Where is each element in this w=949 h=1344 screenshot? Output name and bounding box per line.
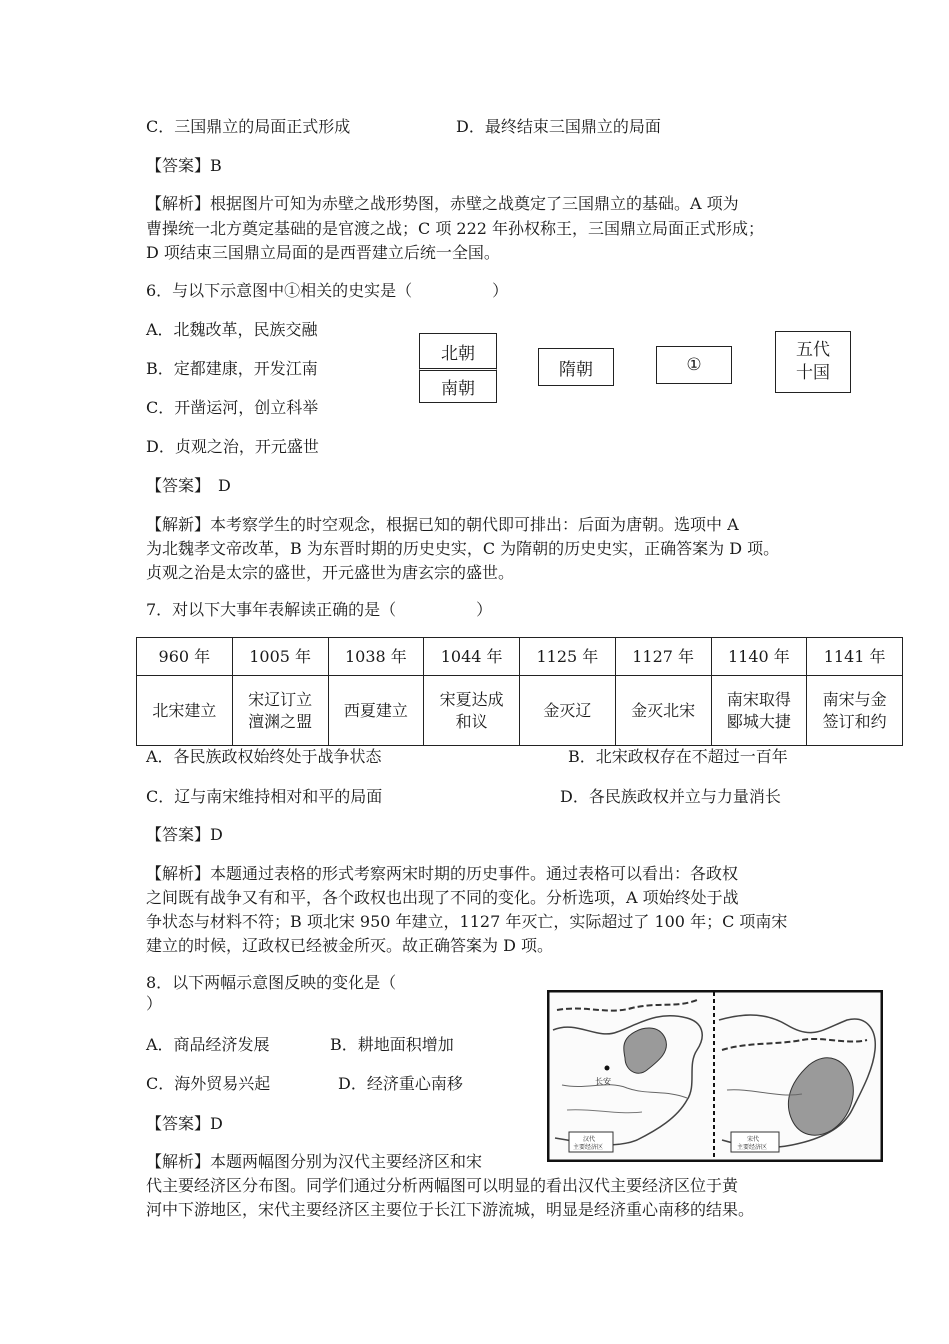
table-row (137, 638, 903, 676)
event-cell (137, 676, 233, 746)
event-cell (615, 676, 711, 746)
q8-stem-end: ） (146, 994, 163, 1013)
q8-answer: 【答案】D (146, 1114, 223, 1133)
economic-zone-maps (547, 990, 883, 1162)
q6-analysis-line: 为北魏孝文帝改革，B 为东晋时期的历史史实，C 为隋朝的历史史实，正确答案为 D 项。 (146, 539, 780, 558)
event-cell (520, 676, 616, 746)
event-text: 北宋建立 (152, 700, 217, 720)
map-caption-han-sub: 主要经济区 (573, 1144, 604, 1151)
q6-option-b: B．定都建康，开发江南 (146, 359, 318, 378)
q7-analysis-line: 建立的时候，辽政权已经被金所灭。故正确答案为 D 项。 (146, 936, 554, 955)
event-text: 和议 (455, 711, 488, 731)
q8-analysis-line: 河中下游地区，宋代主要经济区主要位于长江下游流城，明显是经济重心南移的结果。 (146, 1200, 755, 1219)
box-five-dynasties (775, 331, 851, 393)
event-cell (232, 676, 328, 746)
year-cell: 1141 年 (807, 638, 903, 676)
year-cell: 1038 年 (328, 638, 424, 676)
event-text: 南宋与金 (822, 689, 887, 709)
q6-analysis-line: 【解新】本考察学生的时空观念，根据已知的朝代即可排出：后面为唐朝。选项中 A (146, 515, 739, 534)
event-cell (711, 676, 807, 746)
south-dynasty-label: 南朝 (441, 379, 475, 399)
box-north-dynasty (419, 333, 497, 368)
q6-option-d: D．贞观之治，开元盛世 (146, 437, 319, 456)
q7-option-b: B．北宋政权存在不超过一百年 (568, 747, 788, 766)
event-cell (807, 676, 903, 746)
marker-1-label: ① (686, 355, 702, 375)
events-timeline-table (136, 637, 903, 746)
q7-option-d: D．各民族政权并立与力量消长 (560, 787, 781, 806)
event-cell (424, 676, 520, 746)
event-cell (328, 676, 424, 746)
five-dynasties-label: 五代 (796, 340, 830, 360)
map-label-changan: 长安 (595, 1077, 611, 1086)
q7-analysis-line: 之间既有战争又有和平，各个政权也出现了不同的变化。分析选项，A 项始终处于战 (146, 888, 739, 907)
event-text: 金灭辽 (543, 700, 592, 720)
q8-option-c: C．海外贸易兴起 (146, 1074, 271, 1093)
year-cell: 1044 年 (424, 638, 520, 676)
event-text: 澶渊之盟 (248, 711, 313, 731)
event-text: 西夏建立 (343, 700, 408, 720)
event-text: 金灭北宋 (631, 700, 696, 720)
event-text: 宋夏达成 (439, 689, 504, 709)
box-marker-1 (656, 346, 732, 384)
q7-option-c: C．辽与南宋维持相对和平的局面 (146, 787, 383, 806)
year-cell: 1140 年 (711, 638, 807, 676)
box-sui (538, 348, 614, 386)
q5-analysis-line: 【解析】根据图片可知为赤壁之战形势图，赤壁之战奠定了三国鼎立的基础。A 项为 (146, 194, 739, 213)
year-cell: 960 年 (137, 638, 233, 676)
ten-kingdoms-label: 十国 (796, 363, 830, 383)
q8-option-a: A．商品经济发展 (146, 1035, 270, 1054)
q7-analysis-line: 争状态与材料不符；B 项北宋 950 年建立，1127 年灭亡，实际超过了 100 年；C 项南宋 (146, 912, 788, 931)
q5-option-c: C．三国鼎立的局面正式形成 (146, 117, 351, 136)
q8-option-b: B．耕地面积增加 (330, 1035, 454, 1054)
map-caption-han: 汉代 (583, 1136, 596, 1143)
north-dynasty-label: 北朝 (441, 343, 475, 364)
table-row (137, 676, 903, 746)
q6-option-c: C．开凿运河，创立科举 (146, 398, 319, 417)
event-text: 签订和约 (822, 711, 887, 731)
q5-analysis-line: 曹操统一北方奠定基础的是官渡之战；C 项 222 年孙权称王，三国鼎立局面正式形成； (146, 219, 765, 238)
sui-label: 隋朝 (559, 359, 593, 380)
q6-answer: 【答案】 D (146, 476, 231, 495)
q8-analysis-line: 【解析】本题两幅图分别为汉代主要经济区和宋 (146, 1152, 483, 1171)
event-text: 宋辽订立 (248, 689, 313, 709)
event-text: 南宋取得 (726, 689, 791, 709)
q6-stem: 6．与以下示意图中①相关的史实是（ ） (146, 281, 509, 300)
map-caption-song: 宋代 (747, 1136, 760, 1143)
q6-analysis-line: 贞观之治是太宗的盛世，开元盛世为唐玄宗的盛世。 (146, 563, 515, 582)
q5-analysis-line: D 项结束三国鼎立局面的是西晋建立后统一全国。 (146, 243, 500, 262)
q7-answer: 【答案】D (146, 825, 223, 844)
event-text: 郾城大捷 (726, 711, 791, 731)
q8-analysis-line: 代主要经济区分布图。同学们通过分析两幅图可以明显的看出汉代主要经济区位于黄 (146, 1176, 739, 1195)
q6-option-a: A．北魏改革，民族交融 (146, 320, 318, 339)
q5-option-d: D．最终结束三国鼎立的局面 (456, 117, 661, 136)
map-caption-song-sub: 主要经济区 (737, 1144, 768, 1151)
q5-answer: 【答案】B (146, 156, 222, 175)
q7-analysis-line: 【解析】本题通过表格的形式考察两宋时期的历史事件。通过表格可以看出：各政权 (146, 864, 739, 883)
q8-stem: 8．以下两幅示意图反映的变化是（ (146, 973, 397, 992)
year-cell: 1125 年 (520, 638, 616, 676)
q7-option-a: A．各民族政权始终处于战争状态 (146, 747, 382, 766)
q8-option-d: D．经济重心南移 (338, 1074, 463, 1093)
box-south-dynasty (419, 368, 497, 403)
year-cell: 1005 年 (232, 638, 328, 676)
q7-stem: 7．对以下大事年表解读正确的是（ ） (146, 600, 493, 619)
year-cell: 1127 年 (615, 638, 711, 676)
